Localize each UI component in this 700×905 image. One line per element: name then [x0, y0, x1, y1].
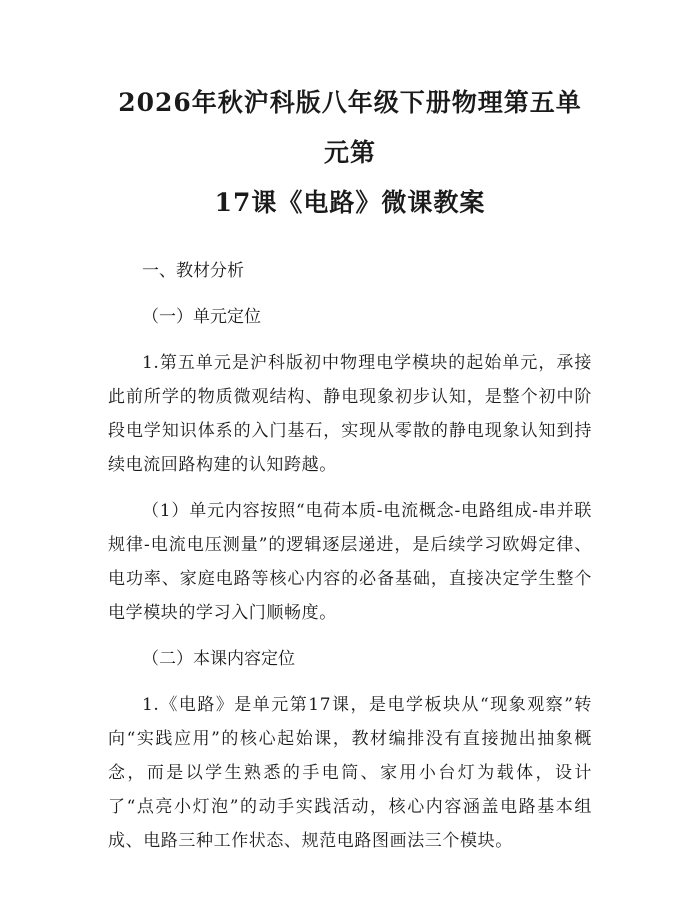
document-title: [108, 78, 592, 228]
title-line-2: 17课《电路》微课教案: [214, 188, 486, 217]
paragraph-lesson-overview: 1.《电路》是单元第17课，是电学板块从“现象观察”转向“实践应用”的核心起始课，教材编排没有直接抛出抽象概念，而是以学生熟悉的手电筒、家用小台灯为载体，设计了“点亮小灯泡”的动手实践活动，核心内容涵盖电路基本组成、电路三种工作状态、规范电路图画法三个模块。: [108, 695, 592, 851]
title-line-1: 2026年秋沪科版八年级下册物理第五单元第: [118, 88, 582, 167]
subsection-heading-lesson-positioning: （二）本课内容定位: [142, 649, 295, 669]
section-heading-textbook-analysis: 一、教材分析: [142, 261, 244, 281]
subsection-heading-unit-positioning: （一）单元定位: [142, 307, 261, 327]
paragraph-unit-content-sequence: （1）单元内容按照“电荷本质-电流概念-电路组成-串并联规律-电流电压测量”的逻辑逐层递进，是后续学习欧姆定律、电功率、家庭电路等核心内容的必备基础，直接决定学生整个电学模块的学习入门顺畅度。: [108, 501, 592, 623]
paragraph-unit-overview: 1.第五单元是沪科版初中物理电学模块的起始单元，承接此前所学的物质微观结构、静电现象初步认知，是整个初中阶段电学知识体系的入门基石，实现从零散的静电现象认知到持续电流回路构建的认知跨越。: [108, 353, 592, 475]
